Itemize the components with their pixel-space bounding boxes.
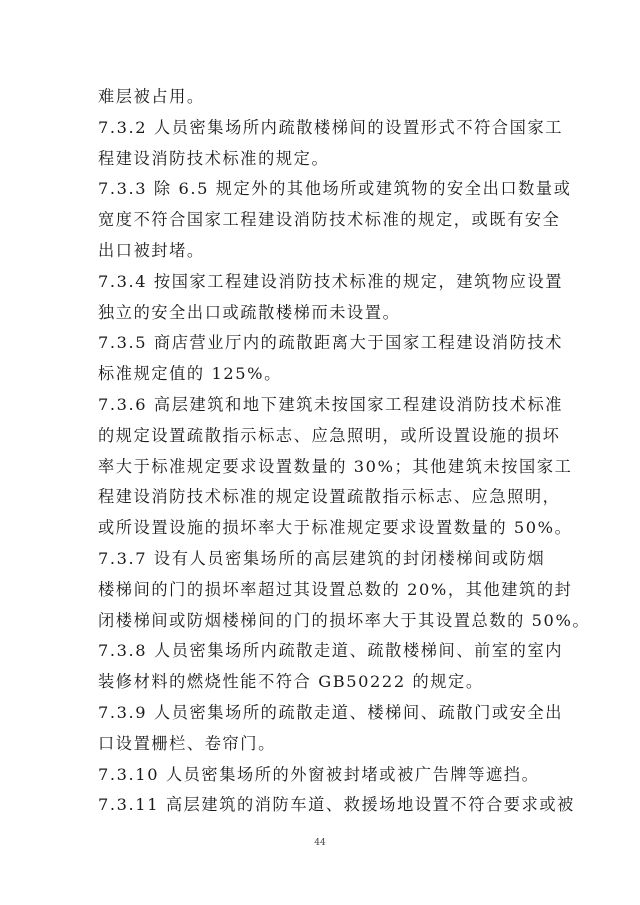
text-line: 7.3.3 除 6.5 规定外的其他场所或建筑物的安全出口数量或 bbox=[98, 179, 572, 199]
text-line: 的规定设置疏散指示标志、应急照明，或所设置设施的损坏 bbox=[98, 425, 561, 445]
text-line: 独立的安全出口或疏散楼梯而未设置。 bbox=[98, 302, 401, 322]
text-line: 7.3.11 高层建筑的消防车道、救援场地设置不符合要求或被 bbox=[98, 795, 575, 815]
text-line: 7.3.2 人员密集场所内疏散楼梯间的设置形式不符合国家工 bbox=[98, 117, 564, 137]
text-line: 7.3.5 商店营业厅内的疏散距离大于国家工程建设消防技术 bbox=[98, 333, 564, 353]
text-line: 7.3.6 高层建筑和地下建筑未按国家工程建设消防技术标准 bbox=[98, 394, 564, 414]
text-line: 7.3.4 按国家工程建设消防技术标准的规定，建筑物应设置 bbox=[98, 271, 564, 291]
text-line: 标准规定值的 125%。 bbox=[98, 364, 282, 384]
page-number: 44 bbox=[314, 838, 326, 848]
text-line: 或所设置设施的损坏率大于标准规定要求设置数量的 50%。 bbox=[98, 518, 573, 538]
text-line: 程建设消防技术标准的规定设置疏散指示标志、应急照明， bbox=[98, 487, 561, 507]
text-line: 率大于标准规定要求设置数量的 30%；其他建筑未按国家工 bbox=[98, 456, 573, 476]
text-line: 口设置栅栏、卷帘门。 bbox=[98, 733, 276, 753]
text-line: 7.3.9 人员密集场所的疏散走道、楼梯间、疏散门或安全出 bbox=[98, 702, 564, 722]
text-line: 难层被占用。 bbox=[98, 87, 205, 106]
text-line: 出口被封堵。 bbox=[98, 240, 205, 260]
text-line: 宽度不符合国家工程建设消防技术标准的规定，或既有安全 bbox=[98, 210, 561, 230]
text-line: 程建设消防技术标准的规定。 bbox=[98, 148, 330, 168]
text-line: 装修材料的燃烧性能不符合 GB50222 的规定。 bbox=[98, 672, 484, 692]
text-line: 闭楼梯间或防烟楼梯间的门的损坏率大于其设置总数的 50%。 bbox=[98, 610, 591, 630]
body-text bbox=[98, 82, 591, 821]
text-line: 楼梯间的门的损坏率超过其设置总数的 20%，其他建筑的封 bbox=[98, 579, 573, 599]
text-line: 7.3.7 设有人员密集场所的高层建筑的封闭楼梯间或防烟 bbox=[98, 548, 546, 568]
text-line: 7.3.10 人员密集场所的外窗被封堵或被广告牌等遮挡。 bbox=[98, 764, 540, 784]
text-line: 7.3.8 人员密集场所内疏散走道、疏散楼梯间、前室的室内 bbox=[98, 641, 564, 661]
